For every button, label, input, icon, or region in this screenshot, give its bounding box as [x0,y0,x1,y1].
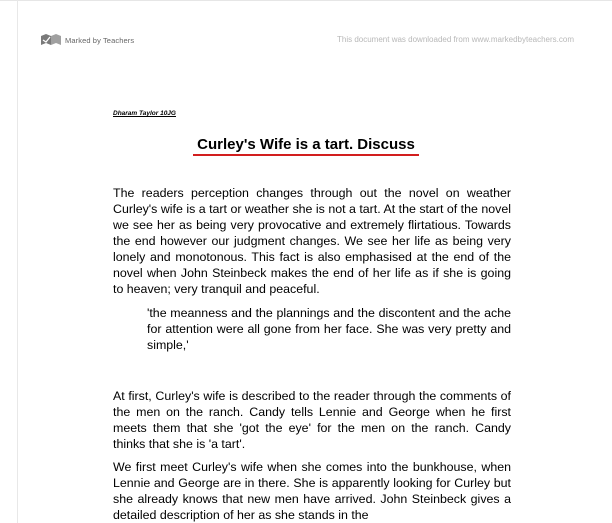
paragraph-first-impressions: At first, Curley's wife is described to the reader through the comments of the men on the ranch. Candy tells Lennie and George when he first meets them that she 'got the eye' for the men on the ranch. Candy thinks that she is 'a tart'. [113,389,511,451]
paragraph-intro: The readers perception changes through out the novel on weather Curley's wife is a tart or weather she is not a tart. At the start of the novel we see her as being very provocative and extremely flirtatious. Towards the end however our judgment changes. We see her life as being very lonely and monotonous. This fact is also emphasised at the end of the novel when John Steinbeck makes the end of her life as if she is going to heaven; very tranquil and peaceful. [113,186,511,296]
logo-text: Marked by Teachers [65,35,135,45]
download-source-note: This document was downloaded from www.markedbyteachers.com [337,35,574,44]
teachers-logo-icon [40,33,62,47]
author-line: Dharam Taylor 10JG [113,110,176,117]
paragraph-first-meeting: We first meet Curley's wife when she comes into the bunkhouse, when Lennie and George are in there. She is apparently looking for Curley but she already knows that new men have arrived. John Steinbeck gives a detailed description of her as she stands in the [113,460,511,522]
marked-by-teachers-logo[interactable] [40,33,134,47]
essay-title: Curley's Wife is a tart. Discuss [193,136,419,156]
page-left-border [17,0,18,523]
block-quote: 'the meanness and the plannings and the discontent and the ache for attention were all gone from her face. She was very pretty and simple,' [147,306,511,352]
title-container [0,136,612,156]
page-top-border [0,0,612,1]
